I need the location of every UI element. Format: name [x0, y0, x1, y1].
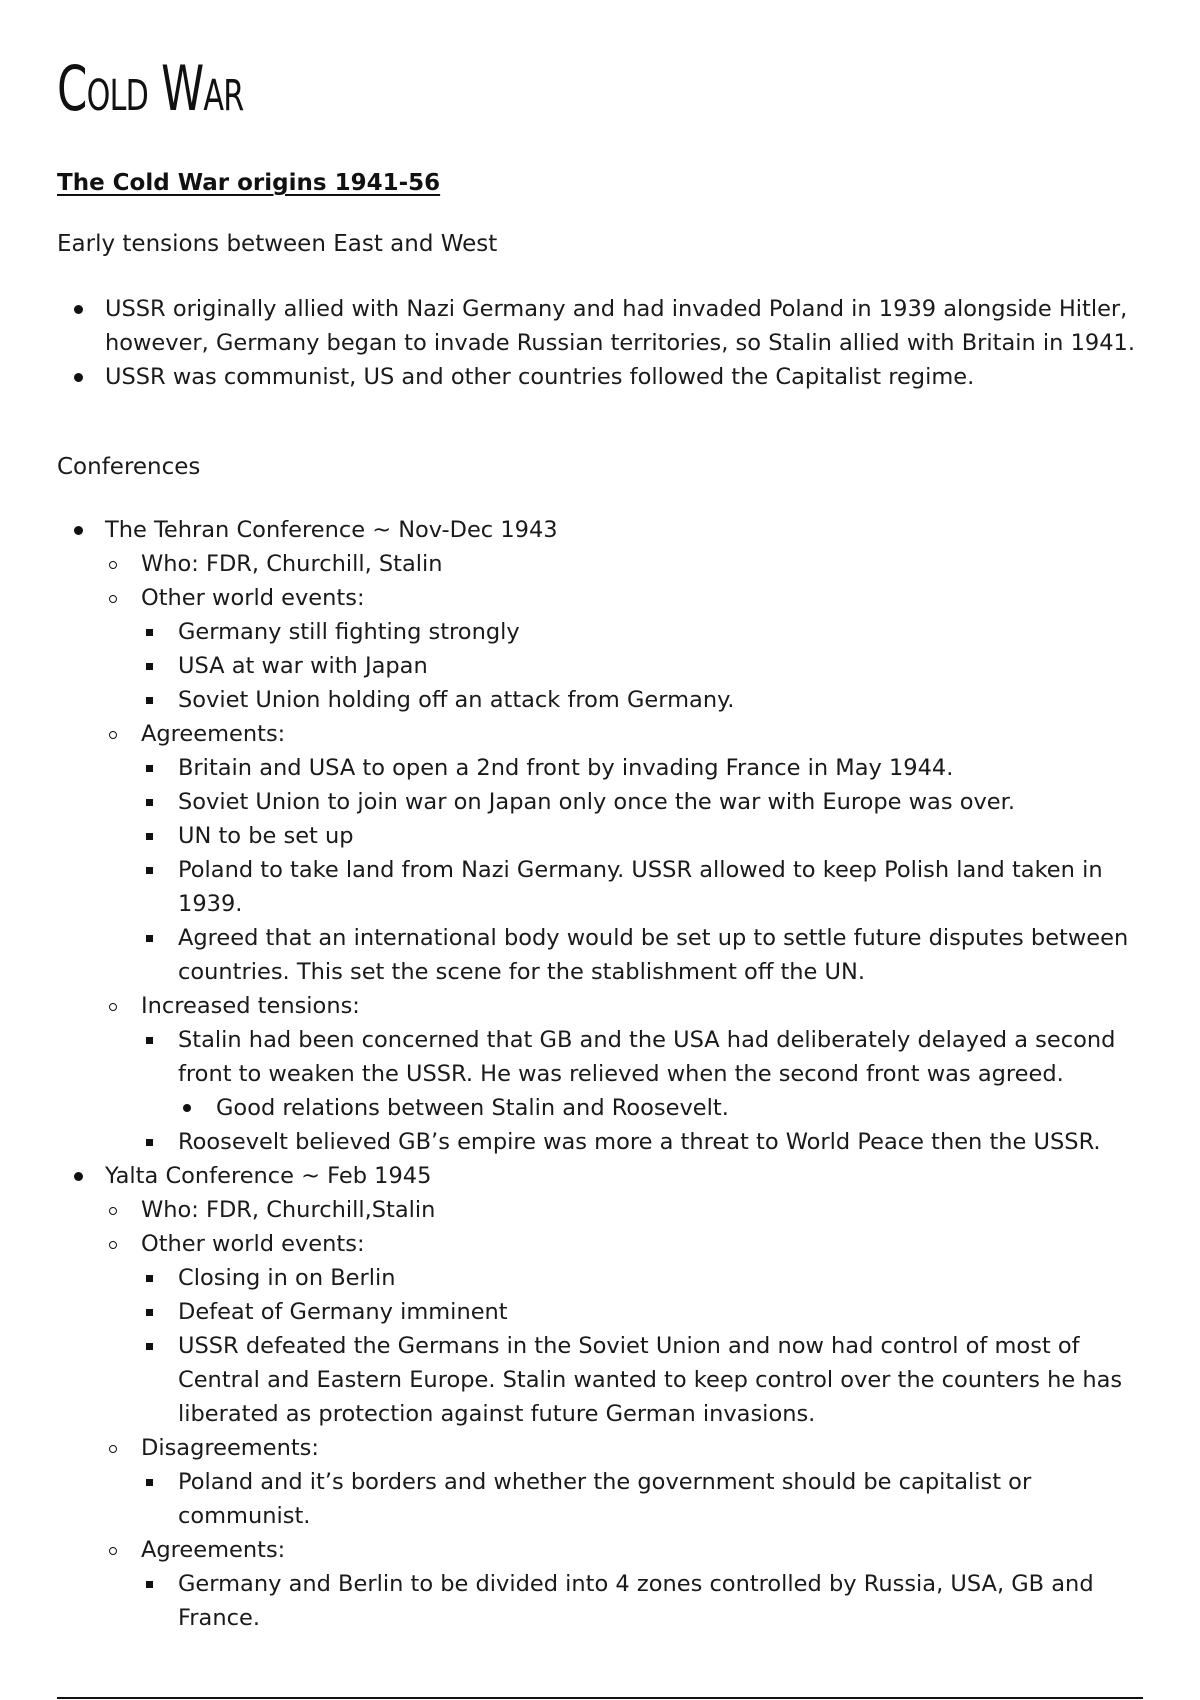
- tehran-agreements-list: [141, 751, 1147, 989]
- document-subtitle: The Cold War origins 1941-56: [57, 170, 441, 196]
- hollow-bullet-icon: [109, 561, 117, 569]
- section-heading-conferences: Conferences: [57, 454, 201, 480]
- hollow-bullet-icon: [109, 1003, 117, 1011]
- hollow-bullet-icon: [109, 1445, 117, 1453]
- list-item: [141, 683, 1147, 717]
- list-item: [141, 1023, 1147, 1125]
- square-bullet-icon: [146, 765, 153, 772]
- list-item: [141, 1329, 1147, 1431]
- tehran-conference-label: The Tehran Conference ~ Nov-Dec 1943: [105, 517, 558, 543]
- list-item: [141, 649, 1147, 683]
- list-item-text: Good relations between Stalin and Roosevelt.: [216, 1095, 729, 1121]
- yalta-conference-item: [57, 1159, 1147, 1635]
- list-item: [105, 547, 1147, 581]
- tehran-events-label: Other world events:: [141, 585, 365, 611]
- square-bullet-icon: [146, 1479, 153, 1486]
- bullet-icon: [183, 1104, 191, 1112]
- square-bullet-icon: [146, 833, 153, 840]
- hollow-bullet-icon: [109, 1207, 117, 1215]
- list-item: [105, 581, 1147, 717]
- conferences-list: [57, 513, 1147, 1635]
- bullet-icon: [74, 1172, 83, 1181]
- list-item: [141, 1261, 1147, 1295]
- list-item-text: USSR originally allied with Nazi Germany and had invaded Poland in 1939 alongside Hitler, however, Germany began to invade Russian territories, so Stalin allied with Britain in 1941.: [105, 296, 1135, 356]
- list-item-text: Soviet Union holding off an attack from Germany.: [178, 687, 735, 713]
- list-item-text: USSR defeated the Germans in the Soviet Union and now had control of most of Central and Eastern Europe. Stalin wanted to keep control over the counters he has liberated as protection against future German invasions.: [178, 1333, 1123, 1427]
- list-item-text: Closing in on Berlin: [178, 1265, 396, 1291]
- tehran-tensions-sublist: [178, 1091, 1147, 1125]
- list-item-text: Germany still fighting strongly: [178, 619, 520, 645]
- square-bullet-icon: [146, 935, 153, 942]
- bullet-icon: [74, 373, 83, 382]
- tehran-tensions-label: Increased tensions:: [141, 993, 360, 1019]
- square-bullet-icon: [146, 1309, 153, 1316]
- list-item-text: Roosevelt believed GB’s empire was more a threat to World Peace then the USSR.: [178, 1129, 1101, 1155]
- list-item: [141, 1125, 1147, 1159]
- list-item: [141, 853, 1147, 921]
- list-item-text: Britain and USA to open a 2nd front by invading France in May 1944.: [178, 755, 954, 781]
- bullet-icon: [74, 526, 83, 535]
- early-tensions-list: [57, 292, 1147, 394]
- list-item: [105, 717, 1147, 989]
- tehran-agreements-label: Agreements:: [141, 721, 286, 747]
- tehran-conference-item: [57, 513, 1147, 1159]
- square-bullet-icon: [146, 1581, 153, 1588]
- list-item: [141, 1295, 1147, 1329]
- page-bottom-rule: [57, 1697, 1143, 1699]
- list-item: [105, 1193, 1147, 1227]
- tehran-events-list: [141, 615, 1147, 717]
- yalta-agreements-list: [141, 1567, 1147, 1635]
- yalta-details-list: [105, 1193, 1147, 1635]
- yalta-agreements-label: Agreements:: [141, 1537, 286, 1563]
- list-item-text: Poland to take land from Nazi Germany. USSR allowed to keep Polish land taken in 1939.: [178, 857, 1103, 917]
- list-item-text: Defeat of Germany imminent: [178, 1299, 508, 1325]
- tehran-who: Who: FDR, Churchill, Stalin: [141, 551, 443, 577]
- square-bullet-icon: [146, 1343, 153, 1350]
- hollow-bullet-icon: [109, 1547, 117, 1555]
- square-bullet-icon: [146, 1037, 153, 1044]
- list-item: [105, 1533, 1147, 1635]
- list-item: [141, 785, 1147, 819]
- list-item: [105, 1227, 1147, 1431]
- square-bullet-icon: [146, 629, 153, 636]
- list-item-text: Poland and it’s borders and whether the government should be capitalist or communist.: [178, 1469, 1032, 1529]
- list-item: [141, 615, 1147, 649]
- list-item: [141, 751, 1147, 785]
- square-bullet-icon: [146, 663, 153, 670]
- square-bullet-icon: [146, 867, 153, 874]
- list-item-text: Soviet Union to join war on Japan only once the war with Europe was over.: [178, 789, 1015, 815]
- yalta-events-label: Other world events:: [141, 1231, 365, 1257]
- hollow-bullet-icon: [109, 731, 117, 739]
- yalta-events-list: [141, 1261, 1147, 1431]
- list-item: [57, 292, 1147, 360]
- yalta-disagreements-label: Disagreements:: [141, 1435, 319, 1461]
- list-item-text: USA at war with Japan: [178, 653, 428, 679]
- list-item-text: Stalin had been concerned that GB and the USA had deliberately delayed a second front to weaken the USSR. He was relieved when the second front was agreed.: [178, 1027, 1116, 1087]
- section-heading-early-tensions: Early tensions between East and West: [57, 231, 498, 257]
- hollow-bullet-icon: [109, 595, 117, 603]
- square-bullet-icon: [146, 697, 153, 704]
- square-bullet-icon: [146, 799, 153, 806]
- list-item-text: USSR was communist, US and other countries followed the Capitalist regime.: [105, 364, 975, 390]
- list-item: [178, 1091, 1147, 1125]
- yalta-disagreements-list: [141, 1465, 1147, 1533]
- tehran-details-list: [105, 547, 1147, 1159]
- square-bullet-icon: [146, 1275, 153, 1282]
- list-item: [105, 989, 1147, 1159]
- list-item: [141, 1465, 1147, 1533]
- yalta-who: Who: FDR, Churchill,Stalin: [141, 1197, 436, 1223]
- square-bullet-icon: [146, 1139, 153, 1146]
- list-item: [57, 360, 1147, 394]
- list-item-text: Germany and Berlin to be divided into 4 zones controlled by Russia, USA, GB and France.: [178, 1571, 1094, 1631]
- yalta-conference-label: Yalta Conference ~ Feb 1945: [105, 1163, 432, 1189]
- list-item: [105, 1431, 1147, 1533]
- bullet-icon: [74, 305, 83, 314]
- list-item-text: UN to be set up: [178, 823, 354, 849]
- list-item: [141, 921, 1147, 989]
- tehran-tensions-list: [141, 1023, 1147, 1159]
- hollow-bullet-icon: [109, 1241, 117, 1249]
- page-title: Cold War: [57, 52, 244, 125]
- list-item: [141, 1567, 1147, 1635]
- list-item: [141, 819, 1147, 853]
- list-item-text: Agreed that an international body would be set up to settle future disputes between countries. This set the scene for the stablishment off the UN.: [178, 925, 1129, 985]
